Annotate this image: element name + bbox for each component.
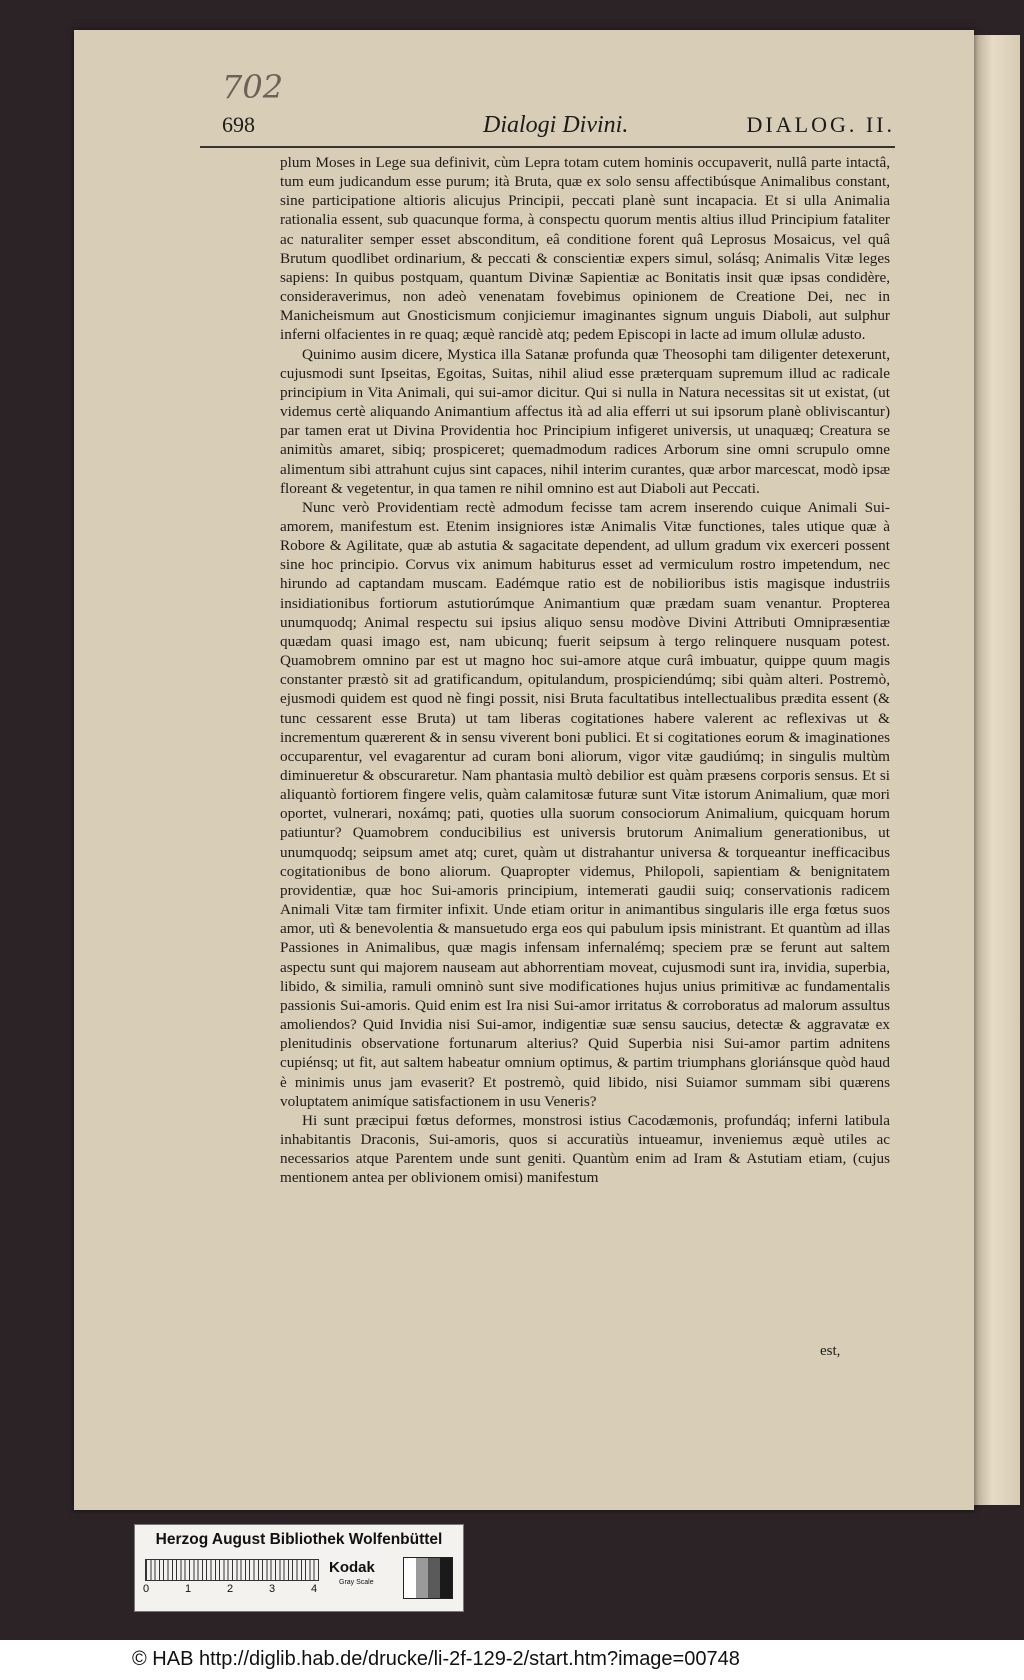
gray-scale-label: Gray Scale bbox=[339, 1579, 374, 1586]
gray-swatch bbox=[428, 1558, 440, 1598]
kodak-gray-scale bbox=[325, 1557, 453, 1599]
paragraph-3: Nunc verò Providentiam rectè admodum fecisse tam acrem inserendo cuique Animali Sui-amorem, manifestum est. Etenim insigniores istæ Animalis Vitæ functiones, tales utique quæ à Robore & Agilitate, quæ ab astutia & sagacitate dependent, ad ullum gradum vix exerceri possent sine hoc principio. Corvus vix animum habiturus esset ad vermiculum rostro impetendum, nec hirundo ad captandam muscam. Eadémque ratio est de nobilioribus istis magisque industriis insidiationibus fortiorum astutiorúmque Animantium quæ prædam suam venantur. Propterea unumquodq; Animal respectu sui ipsius aliquo sensu modòve Divini Attributi Omnipræsentiæ quædam quasi imago est, nam ubicunq; fuerit seipsum à tergo relinquere nusquam potest. Quamobrem omnino par est ut magno hoc sui-amore atque curâ imbuatur, quippe quum magis constanter præstò sit ad gratificandum, opitulandum, prospiciendúmq; sibi quàm alteri. Postremò, ejusmodi quidem est quod nè fingi possit, nisi Bruta facultatibus intellectualibus prædita essent (& tunc cessarent esse Bruta) ut tam liberas cogitationes habere valerent ac reflexivas ut & incrementum quærerent & in sensu viverent boni publici. Et si cogitationes eorum & imaginationes occuparentur, vel evagarentur ad curam boni aliorum, vigor vitæ gaudiúmq; in singulis multùm diminueretur & obscuraretur. Nam phantasia multò debilior est quàm præsens corporis sensus. Et si aliquantò fortiorem fingere velis, quàm calamitosæ futuræ sunt Vitæ istorum Animalium, quæ mori oportet, vulnerari, noxámq; pati, quoties ulla suorum consociorum Animalium, quicquam horum patiuntur? Quamobrem conducibilius est universis brutorum Animalium generationibus, ut unumquodq; seipsum amet atq; curet, quàm ut distrahantur universa & torqueantur inefficacibus cogitationibus de bono aliorum. Quapropter videmus, Philopoli, sapientiam & benignitatem providentiæ, quæ hoc Sui-amoris principium, intemerati gaudii suiq; conservationis radicem Animali Vitæ tam firmiter infixit. Unde etiam oritur in animantibus singularis ille erga fœtus suos amor, utì & benevolentia & mansuetudo erga eos qui pabulum ipsis ministrant. Et quantùm ad illas Passiones in Animalibus, quæ magis infensam infernalémq; speciem præ se ferunt aut saltem aspectu sunt qui majorem nauseam aut abhorrentiam moveat, cujusmodi sunt ira, invidia, superbia, libido, & similia, ramuli omninò sunt sive modificationes hujus unius primitivæ ac fundamentalis passionis Sui-amoris. Quid enim est Ira nisi Sui-amor irritatus & corroboratus ad malorum assultus amoliendos? Quid Invidia nisi Sui-amor, indigentiæ suæ sensu saucius, detectæ & aggravatæ ex plenitudinis observatione fortunarum alterius? Quid Superbia nisi Sui-amor partim adnitens cupiénsq; ut fit, aut saltem habeatur omnium optimus, & partim triumphans gloriánsque quòd haud è minimis unus jam evaserit? Et postremò, quid libido, nisi Suiamor summam sibi quærens voluptatem animíque satisfactionem in usu Veneris? bbox=[280, 498, 890, 1110]
gray-swatch bbox=[416, 1558, 428, 1598]
ruler-digit: 0 bbox=[143, 1583, 150, 1595]
ruler-digit: 3 bbox=[269, 1583, 276, 1595]
page-number: 698 bbox=[222, 112, 255, 137]
catchword: est, bbox=[820, 1343, 841, 1359]
footer-bar bbox=[0, 1640, 1024, 1680]
library-name: Herzog August Bibliothek Wolfenbüttel bbox=[155, 1531, 443, 1548]
ruler-digit: 4 bbox=[311, 1583, 318, 1595]
gray-swatches bbox=[403, 1557, 453, 1599]
ruler-digit: 2 bbox=[227, 1583, 234, 1595]
paragraph-1: plum Moses in Lege sua definivit, cùm Lepra totam cutem hominis occupaverit, nullâ parte intactâ, tum eum judicandum esse purum; ità Bruta, quæ ex solo sensu affectibúsque Animalibus constant, sine participatione altioris alicujus Principii, peccati planè sunt incapacia. Et si ulla Animalia rationalia essent, sub quacunque forma, à conspectu quorum mentis altius illud Principium fataliter ac naturaliter semper esset absconditum, eâ conditione forent quâ Leprosus Mosaicus, vel quâ Brutum quodlibet ordinarium, & peccati & conscientiæ expers simul, solásq; Animalis Vitæ leges sapiens: In quibus postquam, quantum Divinæ Sapientiæ ac Bonitatis insit quæ ipsas condidère, consideraverimus, non adeò venenatam fovebimus opinionem de Creatione Dei, nec in Manicheismum aut Gnosticismum conjiciemur imaginantes signum unguis Diaboli, aut sulphur inferni olfacientes in re quaq; æquè rancidè atq; pedem Episcopi in lacte ad imum ollulæ adusto. bbox=[280, 154, 890, 344]
copyright-url[interactable]: © HAB http://diglib.hab.de/drucke/li-2f-129-2/start.htm?image=00748 bbox=[132, 1648, 740, 1670]
kodak-logo: Kodak bbox=[329, 1559, 375, 1576]
adjacent-page-edge bbox=[974, 35, 1020, 1505]
running-head bbox=[200, 108, 895, 148]
running-title: Dialogi Divini. bbox=[483, 112, 629, 138]
paragraph-4: Hi sunt præcipui fœtus deformes, monstrosi istius Cacodæmonis, profundáq; inferni latibula inhabitantis Draconis, Sui-amoris, quos si accuratiùs intueamur, inveniemus æquè utiles ac necessarios atque Parentem unde sunt geniti. Quantùm enim ad Iram & Astutiam etiam, (cujus mentionem antea per oblivionem omisi) manifestum bbox=[280, 1111, 890, 1187]
ruler-scale bbox=[145, 1559, 319, 1581]
body-text bbox=[280, 153, 890, 1363]
dialog-label: DIALOG. II. bbox=[746, 112, 895, 137]
color-scale bbox=[143, 1557, 455, 1603]
handwritten-folio-number: 702 bbox=[222, 68, 284, 106]
gray-swatch bbox=[404, 1558, 416, 1598]
gray-swatch bbox=[440, 1558, 452, 1598]
library-label-card bbox=[134, 1524, 464, 1612]
ruler-digit: 1 bbox=[185, 1583, 192, 1595]
paragraph-2: Quinimo ausim dicere, Mystica illa Satanæ profunda quæ Theosophi tam diligenter detexerunt, cujusmodi sunt Ipseitas, Egoitas, Suitas, nihil aliud esse præterquam supremum illud ac radicale principium in Vita Animali, qui sui-amor dicitur. Qui si nulla in Natura necessitas sit ut existat, (ut videmus certè aliquando Animantium affectus ità ad alia efferri ut sui ipsorum planè obliviscantur) par tamen erat ut Divina Providentia hoc Principium infigeret universis, ut unaquæq; Creatura se animitùs amaret, sibiq; prospiceret; quemadmodum radices Arborum sine omni scrupulo omne alimentum sibi attrahunt cujus sint capaces, nihil interim curantes, quæ arbor marcescat, modò ipsæ floreant & vegetentur, in qua tamen re nihil omnino est aut Diaboli aut Peccati. bbox=[280, 345, 890, 497]
